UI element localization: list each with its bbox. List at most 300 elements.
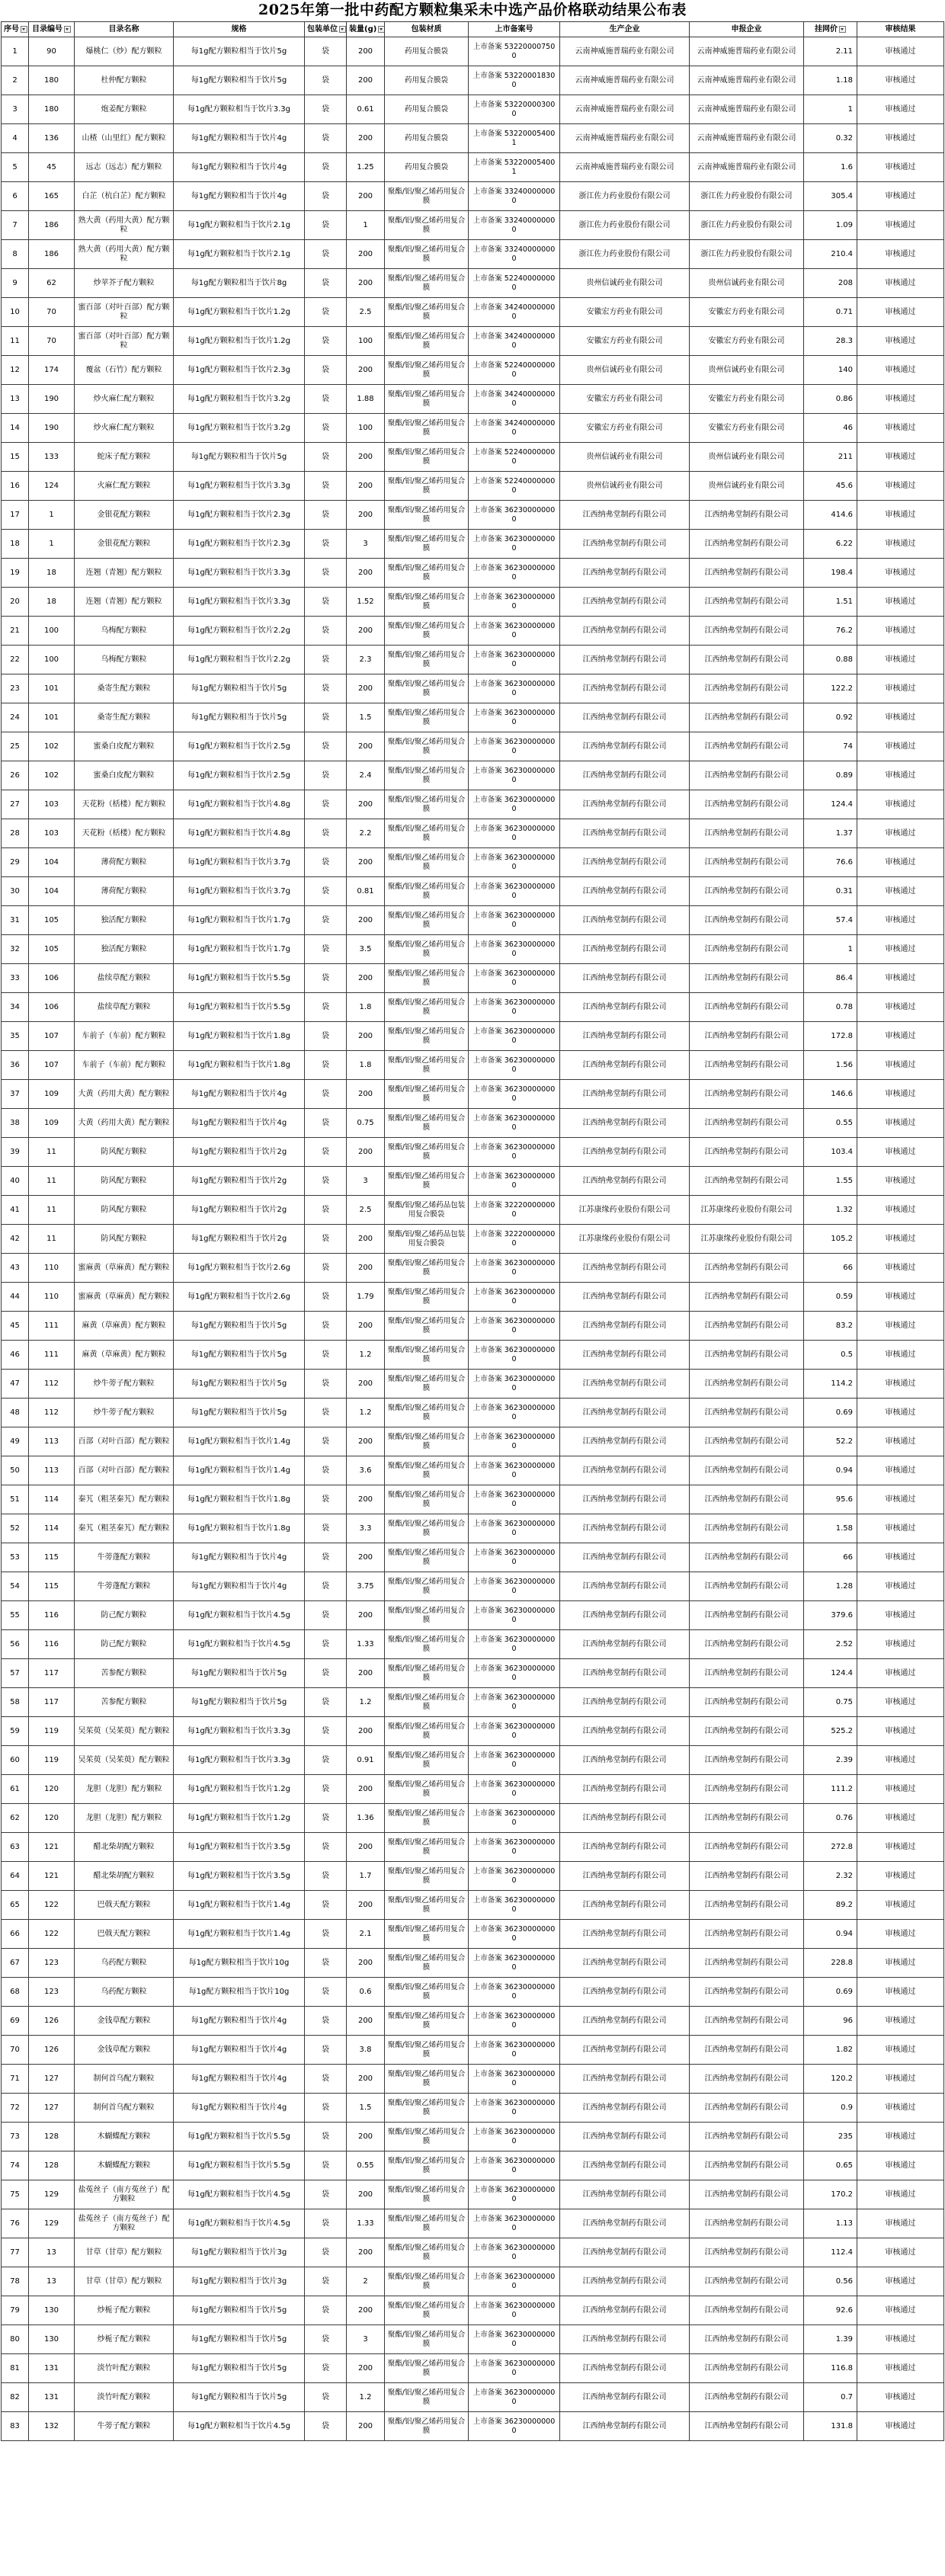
cell-review-result: 审核通过 [857,703,944,732]
cell-manufacturer: 江西纳弗堂制药有限公司 [560,2036,690,2065]
cell-catalog-no: 11 [29,1167,75,1196]
cell-price: 305.4 [804,182,857,211]
table-row [2,1051,944,1080]
cell-catalog-name: 牛蒡子配方颗粒 [75,2412,174,2441]
cell-pack-unit: 袋 [305,1572,347,1601]
cell-pack-unit: 袋 [305,2007,347,2036]
cell-spec: 每1g配方颗粒相当于饮片2.1g [174,240,305,269]
cell-fill: 200 [347,732,385,761]
col-header-manufacturer [560,22,690,37]
cell-spec: 每1g配方颗粒相当于饮片5g [174,66,305,95]
cell-seq: 51 [2,1485,29,1514]
cell-catalog-name: 熟大黄（药用大黄）配方颗粒 [75,240,174,269]
cell-material: 聚酯/铝/聚乙烯药用复合膜 [385,385,469,414]
cell-registration: 上市备案 362300000000 [469,1254,560,1283]
filter-dropdown-icon[interactable] [64,26,71,33]
filter-dropdown-icon[interactable] [378,26,384,33]
cell-catalog-no: 110 [29,1254,75,1283]
cell-seq: 68 [2,1978,29,2007]
cell-price: 211 [804,443,857,472]
cell-seq: 69 [2,2007,29,2036]
cell-review-result: 审核通过 [857,2412,944,2441]
cell-applicant: 江西纳弗堂制药有限公司 [690,1978,804,2007]
cell-review-result: 审核通过 [857,1572,944,1601]
cell-seq: 25 [2,732,29,761]
cell-registration: 上市备案 362300000000 [469,2007,560,2036]
cell-price: 105.2 [804,1225,857,1254]
cell-review-result: 审核通过 [857,1775,944,1804]
cell-review-result: 审核通过 [857,559,944,588]
cell-registration: 上市备案 362300000000 [469,1283,560,1312]
cell-registration: 上市备案 362300000000 [469,2180,560,2209]
cell-manufacturer: 江西纳弗堂制药有限公司 [560,2065,690,2094]
cell-fill: 1.33 [347,1630,385,1659]
cell-applicant: 江西纳弗堂制药有限公司 [690,993,804,1022]
cell-manufacturer: 安徽宏方药业有限公司 [560,414,690,443]
cell-seq: 17 [2,501,29,530]
cell-manufacturer: 江西纳弗堂制药有限公司 [560,1717,690,1746]
cell-material: 聚酯/铝/聚乙烯药用复合膜 [385,1399,469,1427]
cell-pack-unit: 袋 [305,1399,347,1427]
cell-pack-unit: 袋 [305,674,347,703]
cell-manufacturer: 江西纳弗堂制药有限公司 [560,1022,690,1051]
cell-applicant: 江西纳弗堂制药有限公司 [690,1630,804,1659]
cell-review-result: 审核通过 [857,1341,944,1370]
cell-catalog-no: 102 [29,761,75,790]
cell-applicant: 江西纳弗堂制药有限公司 [690,1920,804,1949]
table-row [2,1138,944,1167]
cell-catalog-no: 112 [29,1370,75,1399]
cell-seq: 82 [2,2383,29,2412]
cell-price: 0.71 [804,298,857,327]
cell-applicant: 江西纳弗堂制药有限公司 [690,1109,804,1138]
cell-applicant: 贵州信诚药业有限公司 [690,269,804,298]
cell-manufacturer: 浙江佐力药业股份有限公司 [560,182,690,211]
cell-registration: 上市备案 362300000000 [469,1312,560,1341]
cell-manufacturer: 江西纳弗堂制药有限公司 [560,530,690,559]
cell-material: 聚酯/铝/聚乙烯药用复合膜 [385,211,469,240]
cell-material: 聚酯/铝/聚乙烯药用复合膜 [385,1254,469,1283]
table-row [2,935,944,964]
cell-catalog-no: 190 [29,385,75,414]
cell-registration: 上市备案 522400000000 [469,472,560,501]
cell-seq: 23 [2,674,29,703]
cell-manufacturer: 江西纳弗堂制药有限公司 [560,2007,690,2036]
cell-catalog-no: 120 [29,1775,75,1804]
cell-registration: 上市备案 362300000000 [469,848,560,877]
cell-registration: 上市备案 362300000000 [469,1109,560,1138]
cell-review-result: 审核通过 [857,993,944,1022]
cell-price: 1.37 [804,819,857,848]
cell-catalog-no: 186 [29,240,75,269]
table-row [2,1370,944,1399]
filter-dropdown-icon[interactable] [339,26,346,33]
cell-pack-unit: 袋 [305,993,347,1022]
cell-pack-unit: 袋 [305,1978,347,2007]
cell-review-result: 审核通过 [857,1746,944,1775]
cell-spec: 每1g配方颗粒相当于饮片4.8g [174,790,305,819]
table-row [2,1601,944,1630]
cell-manufacturer: 江西纳弗堂制药有限公司 [560,1833,690,1862]
cell-seq: 31 [2,906,29,935]
cell-seq: 30 [2,877,29,906]
cell-pack-unit: 袋 [305,2238,347,2267]
cell-applicant: 贵州信诚药业有限公司 [690,472,804,501]
cell-seq: 1 [2,37,29,66]
cell-review-result: 审核通过 [857,385,944,414]
cell-pack-unit: 袋 [305,2036,347,2065]
table-row [2,501,944,530]
cell-catalog-no: 104 [29,877,75,906]
cell-catalog-name: 金银花配方颗粒 [75,530,174,559]
cell-review-result: 审核通过 [857,2065,944,2094]
cell-spec: 每1g配方颗粒相当于饮片5g [174,2354,305,2383]
cell-material: 聚酯/铝/聚乙烯药用复合膜 [385,1022,469,1051]
cell-registration: 上市备案 362300000000 [469,2383,560,2412]
cell-catalog-no: 116 [29,1630,75,1659]
cell-seq: 67 [2,1949,29,1978]
cell-catalog-name: 巴戟天配方颗粒 [75,1891,174,1920]
cell-registration: 上市备案 362300000000 [469,2209,560,2238]
cell-registration: 上市备案 522400000000 [469,269,560,298]
table-row [2,2267,944,2296]
cell-review-result: 审核通过 [857,1427,944,1456]
cell-catalog-no: 126 [29,2007,75,2036]
cell-material: 聚酯/铝/聚乙烯药用复合膜 [385,703,469,732]
cell-manufacturer: 江西纳弗堂制药有限公司 [560,1283,690,1312]
cell-registration: 上市备案 362300000000 [469,935,560,964]
cell-seq: 70 [2,2036,29,2065]
cell-applicant: 江西纳弗堂制药有限公司 [690,1312,804,1341]
cell-manufacturer: 江西纳弗堂制药有限公司 [560,1485,690,1514]
cell-seq: 58 [2,1688,29,1717]
cell-applicant: 江西纳弗堂制药有限公司 [690,2209,804,2238]
cell-spec: 每1g配方颗粒相当于饮片3.3g [174,95,305,124]
cell-registration: 上市备案 362300000000 [469,1920,560,1949]
cell-manufacturer: 江西纳弗堂制药有限公司 [560,1920,690,1949]
cell-price: 414.6 [804,501,857,530]
cell-fill: 2.1 [347,1920,385,1949]
cell-applicant: 江西纳弗堂制药有限公司 [690,1022,804,1051]
cell-manufacturer: 江西纳弗堂制药有限公司 [560,559,690,588]
cell-seq: 14 [2,414,29,443]
cell-spec: 每1g配方颗粒相当于饮片1.8g [174,1022,305,1051]
filter-dropdown-icon[interactable] [839,26,846,33]
cell-applicant: 江西纳弗堂制药有限公司 [690,1514,804,1543]
cell-manufacturer: 江西纳弗堂制药有限公司 [560,1370,690,1399]
cell-manufacturer: 江西纳弗堂制药有限公司 [560,1109,690,1138]
cell-manufacturer: 江西纳弗堂制药有限公司 [560,1051,690,1080]
cell-seq: 22 [2,646,29,674]
cell-applicant: 江西纳弗堂制药有限公司 [690,1080,804,1109]
cell-applicant: 江西纳弗堂制药有限公司 [690,1456,804,1485]
cell-seq: 73 [2,2123,29,2151]
cell-applicant: 江西纳弗堂制药有限公司 [690,559,804,588]
cell-material: 聚酯/铝/聚乙烯药用复合膜 [385,414,469,443]
cell-manufacturer: 江西纳弗堂制药有限公司 [560,1341,690,1370]
cell-manufacturer: 江西纳弗堂制药有限公司 [560,732,690,761]
cell-pack-unit: 袋 [305,2151,347,2180]
cell-manufacturer: 江西纳弗堂制药有限公司 [560,1891,690,1920]
cell-registration: 上市备案 362300000000 [469,2412,560,2441]
cell-fill: 200 [347,240,385,269]
table-row [2,1485,944,1514]
cell-manufacturer: 江西纳弗堂制药有限公司 [560,1138,690,1167]
cell-catalog-name: 独活配方颗粒 [75,906,174,935]
cell-catalog-name: 秦艽（粗茎秦艽）配方颗粒 [75,1514,174,1543]
cell-registration: 上市备案 342400000000 [469,385,560,414]
cell-price: 272.8 [804,1833,857,1862]
cell-catalog-no: 115 [29,1543,75,1572]
cell-spec: 每1g配方颗粒相当于饮片2g [174,1225,305,1254]
cell-spec: 每1g配方颗粒相当于饮片4g [174,2094,305,2123]
cell-price: 0.31 [804,877,857,906]
cell-pack-unit: 袋 [305,617,347,646]
cell-applicant: 浙江佐力药业股份有限公司 [690,211,804,240]
cell-seq: 60 [2,1746,29,1775]
cell-spec: 每1g配方颗粒相当于饮片4.5g [174,2209,305,2238]
cell-seq: 15 [2,443,29,472]
cell-material: 药用复合膜袋 [385,66,469,95]
table-row [2,1688,944,1717]
cell-catalog-no: 132 [29,2412,75,2441]
cell-fill: 200 [347,790,385,819]
cell-manufacturer: 江西纳弗堂制药有限公司 [560,2238,690,2267]
cell-catalog-name: 乌梅配方颗粒 [75,617,174,646]
cell-catalog-name: 熟大黄（药用大黄）配方颗粒 [75,211,174,240]
cell-review-result: 审核通过 [857,2238,944,2267]
col-header-spec [174,22,305,37]
cell-catalog-name: 薄荷配方颗粒 [75,848,174,877]
cell-review-result: 审核通过 [857,66,944,95]
table-row [2,2123,944,2151]
cell-seq: 36 [2,1051,29,1080]
cell-spec: 每1g配方颗粒相当于饮片1.8g [174,1514,305,1543]
cell-pack-unit: 袋 [305,182,347,211]
cell-material: 聚酯/铝/聚乙烯药用复合膜 [385,327,469,356]
cell-review-result: 审核通过 [857,906,944,935]
cell-applicant: 江西纳弗堂制药有限公司 [690,2383,804,2412]
cell-catalog-no: 130 [29,2325,75,2354]
table-row [2,1572,944,1601]
cell-catalog-no: 100 [29,617,75,646]
cell-fill: 1.2 [347,1399,385,1427]
cell-applicant: 江西纳弗堂制药有限公司 [690,819,804,848]
table-row [2,2296,944,2325]
cell-seq: 81 [2,2354,29,2383]
cell-spec: 每1g配方颗粒相当于饮片3g [174,2238,305,2267]
cell-applicant: 云南神威施普瑞药业有限公司 [690,66,804,95]
cell-catalog-no: 128 [29,2123,75,2151]
cell-review-result: 审核通过 [857,1254,944,1283]
table-row [2,732,944,761]
cell-catalog-name: 盐菟丝子（南方菟丝子）配方颗粒 [75,2180,174,2209]
cell-price: 1.56 [804,1051,857,1080]
cell-catalog-no: 113 [29,1456,75,1485]
cell-catalog-no: 190 [29,414,75,443]
cell-material: 聚酯/铝/聚乙烯药用复合膜 [385,790,469,819]
cell-review-result: 审核通过 [857,588,944,617]
cell-manufacturer: 江西纳弗堂制药有限公司 [560,617,690,646]
cell-material: 聚酯/铝/聚乙烯药用复合膜 [385,2094,469,2123]
col-header-label: 目录编号 [32,24,62,34]
cell-material: 聚酯/铝/聚乙烯药用复合膜 [385,2180,469,2209]
cell-applicant: 江西纳弗堂制药有限公司 [690,1485,804,1514]
cell-seq: 80 [2,2325,29,2354]
cell-registration: 上市备案 362300000000 [469,1659,560,1688]
cell-seq: 35 [2,1022,29,1051]
cell-material: 聚酯/铝/聚乙烯药用复合膜 [385,2209,469,2238]
cell-spec: 每1g配方颗粒相当于饮片4g [174,1109,305,1138]
cell-applicant: 江西纳弗堂制药有限公司 [690,1399,804,1427]
cell-fill: 200 [347,2123,385,2151]
cell-manufacturer: 江西纳弗堂制药有限公司 [560,2209,690,2238]
cell-catalog-no: 115 [29,1572,75,1601]
cell-registration: 上市备案 362300000000 [469,559,560,588]
cell-catalog-no: 101 [29,674,75,703]
cell-seq: 76 [2,2209,29,2238]
cell-material: 聚酯/铝/聚乙烯药用复合膜 [385,2151,469,2180]
cell-fill: 200 [347,674,385,703]
cell-catalog-name: 炒牛蒡子配方颗粒 [75,1370,174,1399]
cell-price: 124.4 [804,1659,857,1688]
cell-material: 聚酯/铝/聚乙烯药用复合膜 [385,1427,469,1456]
cell-registration: 上市备案 362300000000 [469,530,560,559]
cell-material: 聚酯/铝/聚乙烯药用复合膜 [385,1601,469,1630]
table-row [2,1920,944,1949]
cell-price: 76.6 [804,848,857,877]
cell-review-result: 审核通过 [857,2151,944,2180]
cell-spec: 每1g配方颗粒相当于饮片1.2g [174,1775,305,1804]
table-row [2,356,944,385]
cell-spec: 每1g配方颗粒相当于饮片5g [174,703,305,732]
cell-spec: 每1g配方颗粒相当于饮片3.3g [174,559,305,588]
cell-manufacturer: 江西纳弗堂制药有限公司 [560,1543,690,1572]
table-row [2,182,944,211]
cell-manufacturer: 江西纳弗堂制药有限公司 [560,1804,690,1833]
cell-manufacturer: 江西纳弗堂制药有限公司 [560,2296,690,2325]
cell-registration: 上市备案 362300000000 [469,1022,560,1051]
cell-manufacturer: 江西纳弗堂制药有限公司 [560,1080,690,1109]
cell-price: 525.2 [804,1717,857,1746]
cell-seq: 63 [2,1833,29,1862]
cell-catalog-name: 防己配方颗粒 [75,1601,174,1630]
cell-pack-unit: 袋 [305,906,347,935]
table-row [2,2354,944,2383]
cell-spec: 每1g配方颗粒相当于饮片5g [174,1312,305,1341]
cell-pack-unit: 袋 [305,1370,347,1399]
cell-spec: 每1g配方颗粒相当于饮片1.4g [174,1920,305,1949]
table-row [2,443,944,472]
cell-spec: 每1g配方颗粒相当于饮片5g [174,1659,305,1688]
cell-material: 聚酯/铝/聚乙烯药用复合膜 [385,732,469,761]
cell-review-result: 审核通过 [857,443,944,472]
cell-material: 聚酯/铝/聚乙烯药用复合膜 [385,1167,469,1196]
cell-seq: 65 [2,1891,29,1920]
table-row [2,1949,944,1978]
page-title: 2025年第一批中药配方颗粒集采未中选产品价格联动结果公布表 [258,2,687,18]
cell-review-result: 审核通过 [857,761,944,790]
cell-price: 2.11 [804,37,857,66]
cell-fill: 0.61 [347,95,385,124]
cell-spec: 每1g配方颗粒相当于饮片5g [174,1399,305,1427]
cell-catalog-no: 180 [29,66,75,95]
cell-catalog-no: 119 [29,1717,75,1746]
cell-seq: 48 [2,1399,29,1427]
cell-registration: 上市备案 362300000000 [469,1862,560,1891]
cell-seq: 74 [2,2151,29,2180]
cell-material: 聚酯/铝/聚乙烯药用复合膜 [385,1080,469,1109]
cell-review-result: 审核通过 [857,877,944,906]
cell-registration: 上市备案 322200000000 [469,1196,560,1225]
cell-spec: 每1g配方颗粒相当于饮片2.3g [174,530,305,559]
cell-spec: 每1g配方颗粒相当于饮片3.2g [174,385,305,414]
cell-registration: 上市备案 362300000000 [469,1485,560,1514]
cell-catalog-name: 苦参配方颗粒 [75,1659,174,1688]
cell-catalog-no: 122 [29,1891,75,1920]
cell-review-result: 审核通过 [857,501,944,530]
cell-manufacturer: 江西纳弗堂制药有限公司 [560,1601,690,1630]
cell-review-result: 审核通过 [857,1717,944,1746]
cell-catalog-name: 薄荷配方颗粒 [75,877,174,906]
cell-catalog-no: 131 [29,2383,75,2412]
cell-pack-unit: 袋 [305,1167,347,1196]
cell-pack-unit: 袋 [305,1283,347,1312]
table-row [2,2036,944,2065]
cell-catalog-name: 龙胆（龙胆）配方颗粒 [75,1775,174,1804]
cell-manufacturer: 江西纳弗堂制药有限公司 [560,964,690,993]
cell-registration: 上市备案 362300000000 [469,1514,560,1543]
cell-spec: 每1g配方颗粒相当于饮片5g [174,1370,305,1399]
cell-catalog-no: 136 [29,124,75,153]
table-row [2,2094,944,2123]
table-row [2,385,944,414]
cell-fill: 3.75 [347,1572,385,1601]
cell-pack-unit: 袋 [305,1485,347,1514]
cell-registration: 上市备案 362300000000 [469,993,560,1022]
cell-price: 1 [804,95,857,124]
cell-review-result: 审核通过 [857,2180,944,2209]
cell-registration: 上市备案 342400000000 [469,298,560,327]
cell-registration: 上市备案 532200054001 [469,153,560,182]
cell-spec: 每1g配方颗粒相当于饮片2g [174,1196,305,1225]
filter-dropdown-icon[interactable] [21,26,27,33]
cell-price: 46 [804,414,857,443]
cell-fill: 1.5 [347,703,385,732]
cell-review-result: 审核通过 [857,935,944,964]
cell-catalog-name: 桑寄生配方颗粒 [75,703,174,732]
cell-catalog-no: 62 [29,269,75,298]
cell-seq: 20 [2,588,29,617]
cell-registration: 上市备案 362300000000 [469,501,560,530]
cell-pack-unit: 袋 [305,1746,347,1775]
cell-price: 1.58 [804,1514,857,1543]
cell-price: 2.39 [804,1746,857,1775]
cell-price: 1.39 [804,2325,857,2354]
table-row [2,37,944,66]
cell-catalog-name: 百部（对叶百部）配方颗粒 [75,1427,174,1456]
cell-catalog-no: 128 [29,2151,75,2180]
cell-review-result: 审核通过 [857,2094,944,2123]
cell-seq: 29 [2,848,29,877]
cell-catalog-no: 133 [29,443,75,472]
col-header-label: 生产企业 [609,24,640,34]
cell-seq: 43 [2,1254,29,1283]
cell-seq: 40 [2,1167,29,1196]
cell-price: 111.2 [804,1775,857,1804]
cell-seq: 44 [2,1283,29,1312]
cell-applicant: 江西纳弗堂制药有限公司 [690,1717,804,1746]
